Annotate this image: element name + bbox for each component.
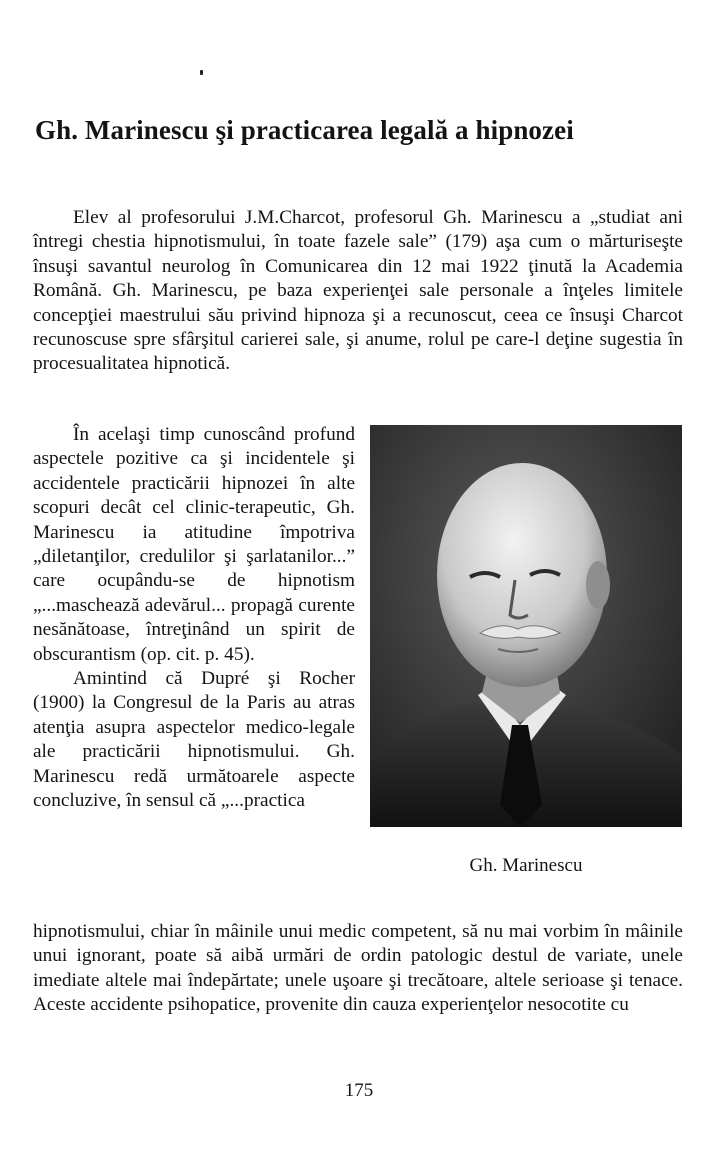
portrait-photo (370, 425, 682, 827)
page-title: Gh. Marinescu şi practicarea legală a hipnozei (35, 115, 574, 145)
figure-caption: Gh. Marinescu (469, 855, 583, 876)
paragraph-continuation: hipnotismului, chiar în mâinile unui medic competent, să nu mai vorbim în mâinile unui ignorant, poate să aibă urmări de ordin patologic destul de variate, unele imediate altele mai îndepărtate; unele uşoare şi trecătoare, altele serioase şi tenace. Aceste accidente psihopatice, provenite din cauza experienţelor nesocotite cu (33, 921, 683, 1016)
paragraph-dupre-rocher: Amintind că Dupré şi Rocher (1900) la Congresul de la Paris au atras atenţia asupra aspectelor medico-legale ale practicării hipnotismului. Gh. Marinescu redă următoarele aspecte concluzive, în sensul că „...practica (33, 668, 355, 812)
page-number: 175 (344, 1080, 374, 1101)
wrapped-text-column (33, 423, 355, 814)
paragraph-atitudine: În acelaşi timp cunoscând profund aspectele pozitive ca şi incidentele şi accidentele practicării hipnozei în alte scopuri decât cel clinic-terapeutic, Gh. Marinescu ia atitudine împotriva „diletanţilor, credulilor şi şarlatanilor...” care ocupându-se de hipnotism „...maschează adevărul... propagă curente nesănătoase, întreţinând un spirit de obscurantism (op. cit. p. 45). (33, 424, 355, 665)
ink-speck (200, 70, 203, 75)
paragraph-intro: Elev al profesorului J.M.Charcot, profesorul Gh. Marinescu a „studiat ani întregi chestia hipnotismului, în toate fazele sale” (179) aşa cum o mărturiseşte însuşi savantul neurolog în Comunicarea din 12 mai 1922 ţinută la Academia Română. Gh. Marinescu, pe baza experienţei sale personale a înţeles limitele concepţiei maestrului său privind hipnoza şi a recunoscut, ceea ce însuşi Charcot recunoscuse spre sfârşitul carierei sale, şi anume, rolul pe care-l deţine sugestia în procesualitatea hipnotică. (33, 207, 683, 375)
